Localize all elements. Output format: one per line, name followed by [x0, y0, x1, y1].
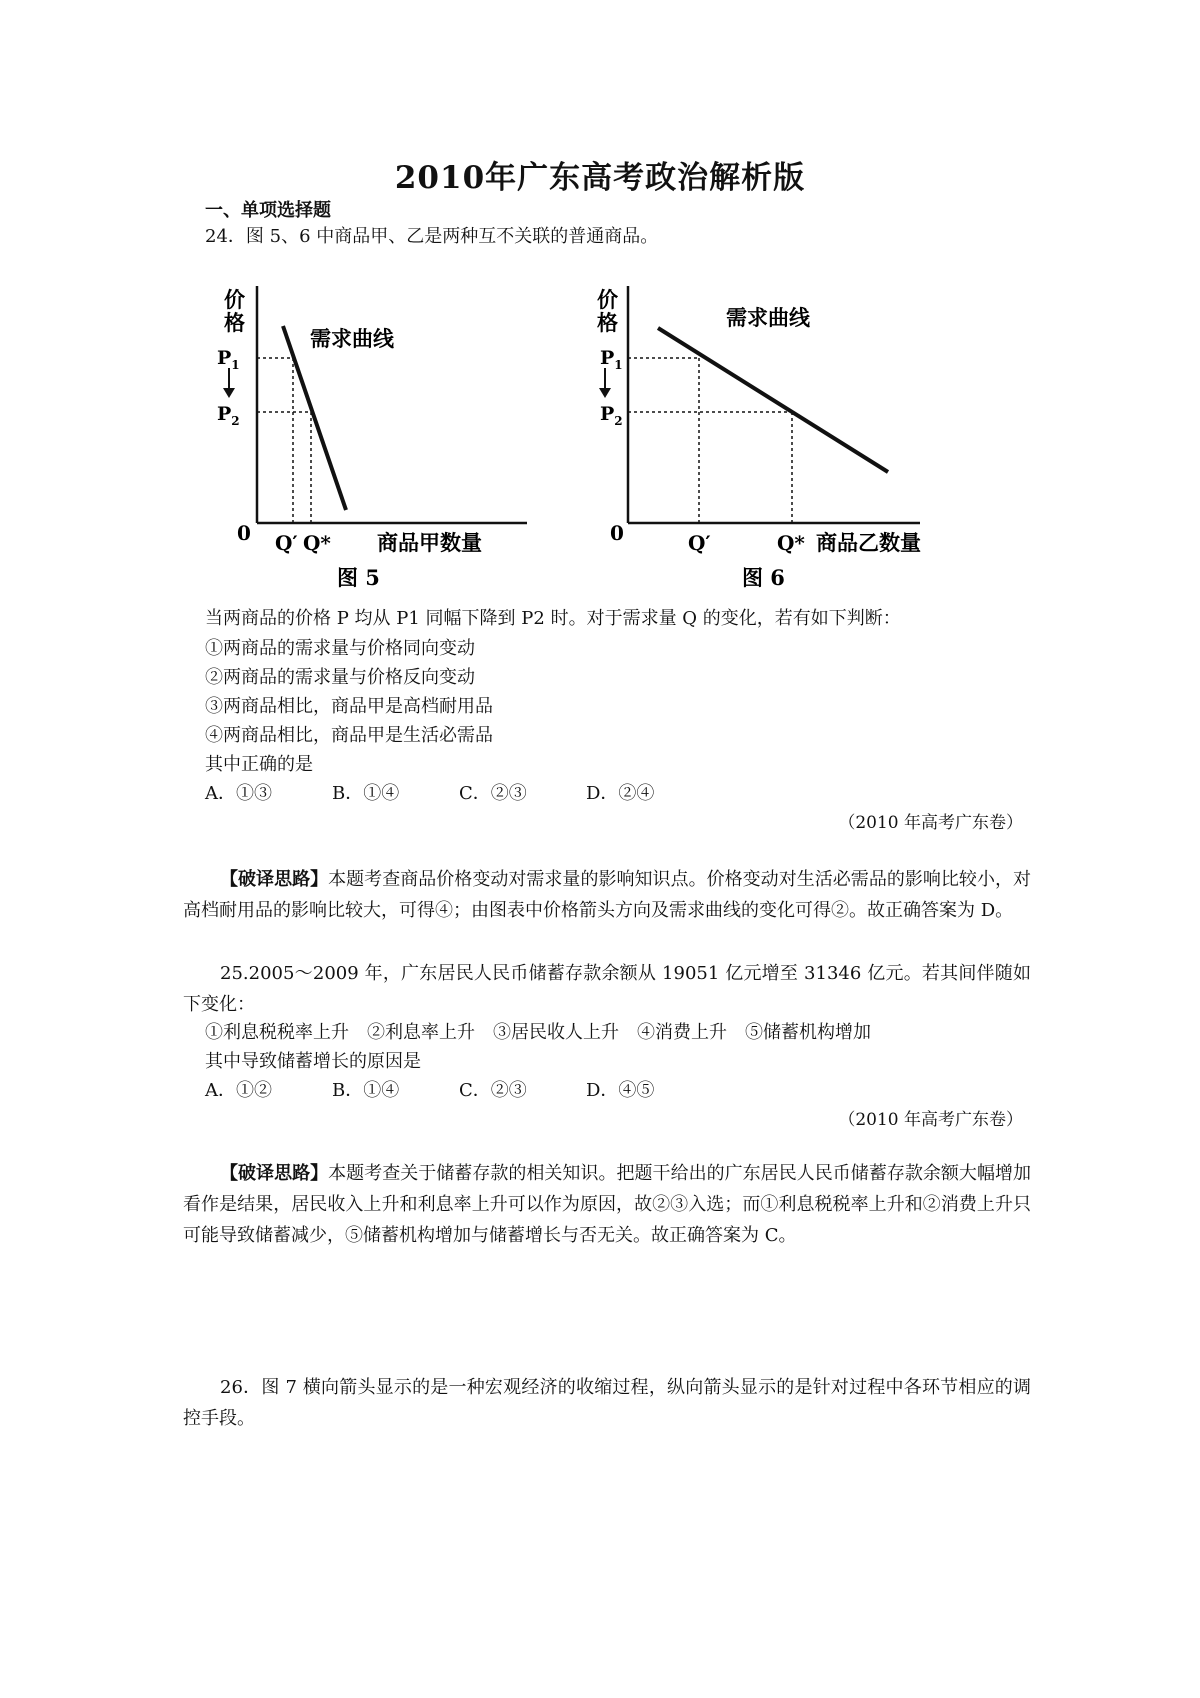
q25-analysis: [183, 1158, 1031, 1251]
fig6-y-label-1: 价: [597, 287, 618, 312]
q25-analysis-label: 【破译思路】: [220, 1163, 329, 1184]
fig5-p1-label: $P_1$: [217, 347, 240, 372]
fig5-p2-label: $P_2$: [217, 403, 240, 428]
q24-analysis-label: 【破译思路】: [220, 869, 329, 890]
fig5-q2-label: Q*: [303, 531, 331, 555]
q25-option-d: D．④⑤: [586, 1080, 655, 1101]
q24-options: [205, 779, 713, 809]
fig6-p2-label: $P_2$: [600, 403, 623, 428]
q25-option-b: B．①④: [332, 1080, 400, 1101]
figure-5: [205, 280, 535, 600]
page-title: 2010年广东高考政治解析版: [394, 160, 806, 196]
q24-option-b: B．①④: [332, 783, 400, 804]
fig5-curve-label: 需求曲线: [310, 326, 394, 351]
q25-items: ①利息税税率上升 ②利息率上升 ③居民收人上升 ④消费上升 ⑤储蓄机构增加: [205, 1022, 871, 1043]
fig5-origin: 0: [237, 521, 251, 545]
q26-stem: 26．图 7 横向箭头显示的是一种宏观经济的收缩过程，纵向箭头显示的是针对过程中各环节相应的调控手段。: [183, 1377, 1031, 1429]
q24-item-4: ④两商品相比，商品甲是生活必需品: [205, 725, 493, 746]
q25-analysis-text: 本题考查关于储蓄存款的相关知识。把题干给出的广东居民人民币储蓄存款余额大幅增加看作是结果，居民收入上升和利息率上升可以作为原因，故②③入选；而①利息税税率上升和②消费上升只可能导致储蓄减少，⑤储蓄机构增加与储蓄增长与否无关。故正确答案为 C。: [183, 1163, 1032, 1246]
q25-option-a: A．①②: [205, 1080, 272, 1101]
figure-6: [582, 280, 942, 600]
q25-option-c: C．②③: [459, 1080, 527, 1101]
fig6-x-label: 商品乙数量: [816, 530, 921, 555]
fig6-p1-label: $P_1$: [600, 347, 623, 372]
q25-stem: 25.2005～2009 年，广东居民人民币储蓄存款余额从 19051 亿元增至 31346 亿元。若其间伴随如下变化：: [183, 963, 1031, 1015]
q24-ask: 其中正确的是: [205, 754, 313, 775]
fig5-x-label: 商品甲数量: [377, 530, 482, 555]
q24-item-3: ③两商品相比，商品甲是高档耐用品: [205, 696, 493, 717]
fig6-origin: 0: [610, 521, 624, 545]
q25-ask: 其中导致储蓄增长的原因是: [205, 1051, 421, 1072]
q24-source: （2010 年高考广东卷）: [838, 813, 1023, 833]
q24-option-d: D．②④: [586, 783, 655, 804]
fig6-q1-label: Q′: [688, 531, 711, 555]
q24-option-a: A．①③: [205, 783, 272, 804]
fig6-demand-curve: [658, 328, 888, 472]
q24-option-c: C．②③: [459, 783, 527, 804]
q24-after-figure: 当两商品的价格 P 均从 P1 同幅下降到 P2 时。对于需求量 Q 的变化，若有如下判断：: [205, 608, 901, 629]
q25-options: [205, 1076, 713, 1106]
q24-item-2: ②两商品的需求量与价格反向变动: [205, 667, 475, 688]
q24-analysis-text: 本题考查商品价格变动对需求量的影响知识点。价格变动对生活必需品的影响比较小，对高档耐用品的影响比较大，可得④；由图表中价格箭头方向及需求曲线的变化可得②。故正确答案为 D。: [183, 869, 1032, 921]
section-heading: 一、单项选择题: [205, 200, 331, 221]
fig5-caption: 图 5: [337, 565, 380, 590]
q24-item-1: ①两商品的需求量与价格同向变动: [205, 638, 475, 659]
q24-analysis: [183, 864, 1031, 926]
q25-source: （2010 年高考广东卷）: [838, 1110, 1023, 1130]
q24-stem: 24．图 5、6 中商品甲、乙是两种互不关联的普通商品。: [205, 226, 659, 247]
fig5-q1-label: Q′: [275, 531, 298, 555]
fig6-caption: 图 6: [742, 565, 785, 590]
fig6-q2-label: Q*: [777, 531, 805, 555]
fig6-curve-label: 需求曲线: [726, 305, 810, 330]
fig6-y-label-2: 格: [597, 310, 618, 335]
fig5-y-label-2: 格: [224, 310, 245, 335]
fig5-y-label-1: 价: [224, 287, 245, 312]
